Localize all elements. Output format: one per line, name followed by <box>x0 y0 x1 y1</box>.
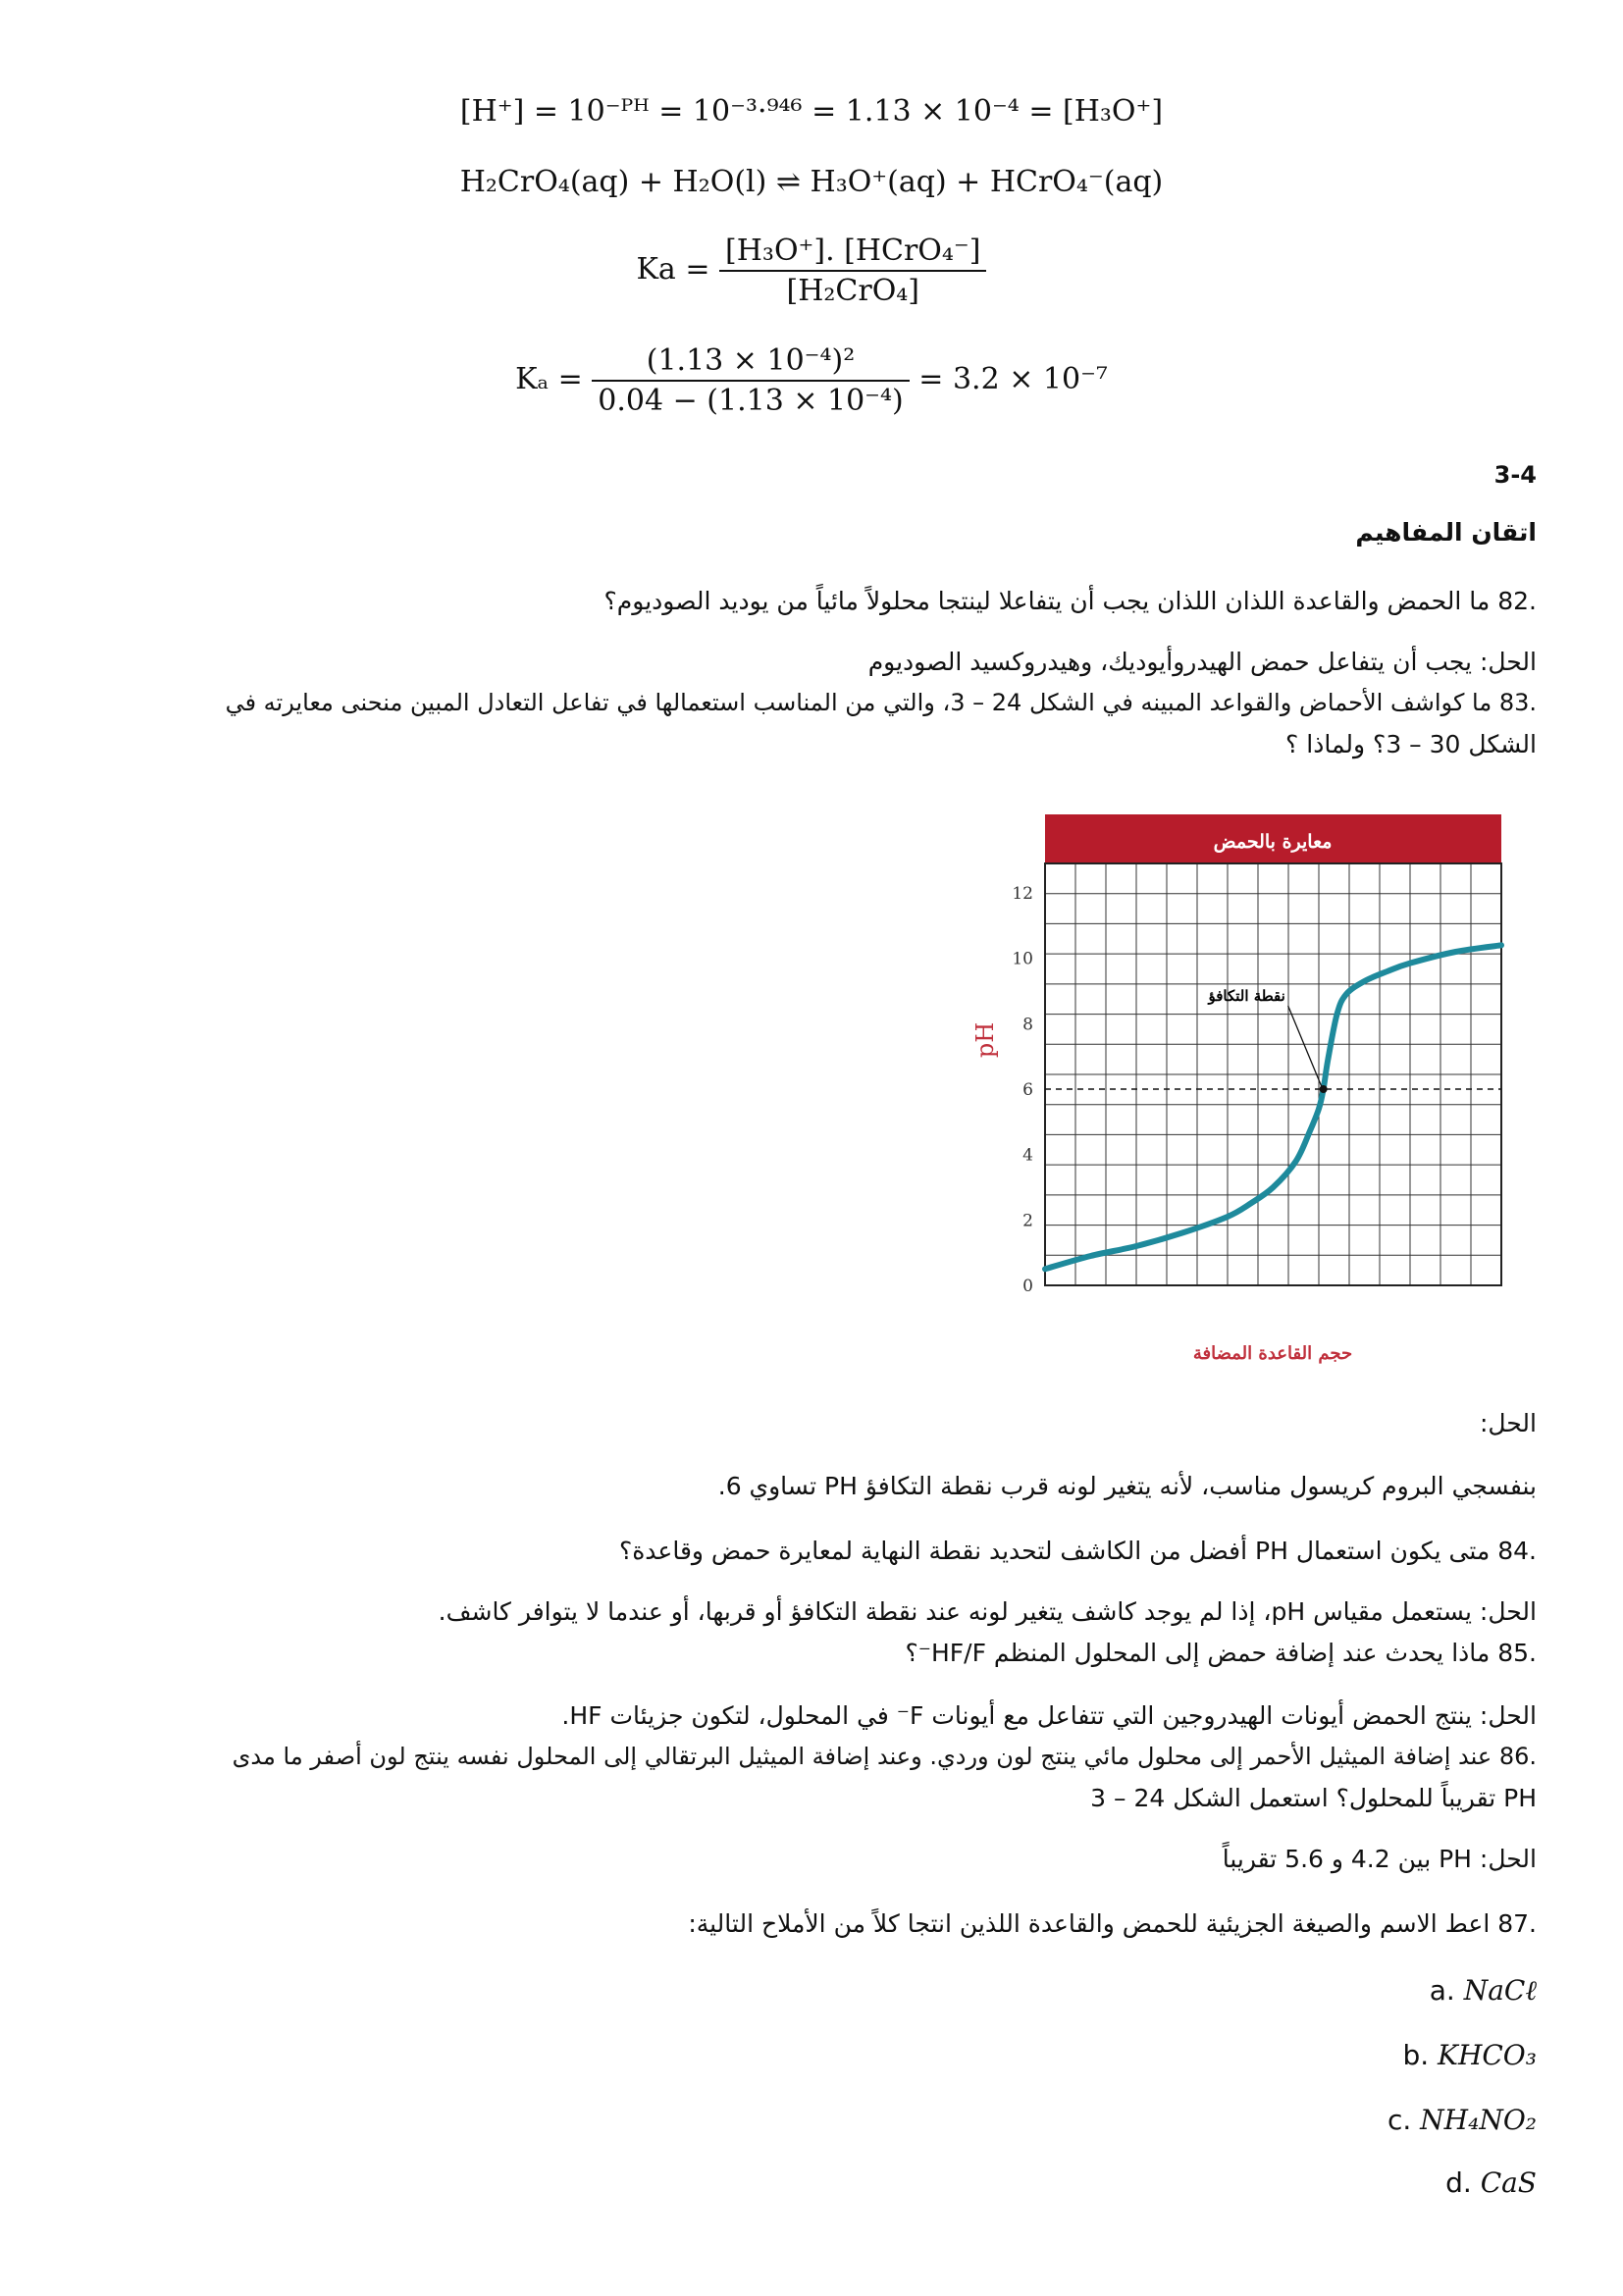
salt-formula: NaCℓ <box>1463 1974 1537 2007</box>
answer-85: الحل: ينتج الحمض أيونات الهيدروجين التي تتفاعل مع أيونات F⁻ في المحلول، لتكون جزيئات HF. <box>561 1701 1537 1730</box>
chart-title: معايرة بالحمض <box>1213 831 1333 853</box>
answer-86: الحل: PH بين 4.2 و 5.6 تقريباً <box>1222 1845 1537 1873</box>
y-tick-label: 8 <box>1022 1015 1033 1035</box>
salt-letter: b. <box>1402 2039 1430 2071</box>
equation-hydronium: [H⁺] = 10⁻ᴾᴴ = 10⁻³·⁹⁴⁶ = 1.13 × 10⁻⁴ = [H₃O⁺] <box>459 94 1164 129</box>
ka-value-label: Kₐ = <box>515 362 583 396</box>
salt-item-a <box>1430 1974 1537 2008</box>
y-tick-label: 10 <box>1012 949 1033 969</box>
salt-item-d <box>1445 2166 1537 2199</box>
y-tick-label: 6 <box>1022 1080 1033 1100</box>
ka-value-denominator: 0.04 − (1.13 × 10⁻⁴) <box>598 384 904 418</box>
question-82: .82 ما الحمض والقاعدة اللذان اللذان يجب أن يتفاعلا لينتجا محلولاً مائياً من يوديد الصوديوم؟ <box>603 587 1537 615</box>
answer-83-label: الحل: <box>1479 1409 1537 1437</box>
answer-84: الحل: يستعمل مقياس pH، إذا لم يوجد كاشف يتغير لونه عند نقطة التكافؤ أو قربها، أو عندما لا يتوافر كاشف. <box>438 1597 1537 1626</box>
chart-y-ticks <box>1012 884 1033 1296</box>
salt-formula: NH₄NO₂ <box>1420 2104 1537 2136</box>
chart-y-axis-label: pH <box>971 1021 999 1059</box>
equivalence-point-marker <box>1320 1085 1328 1093</box>
question-86-line2: PH تقريباً للمحلول؟ استعمل الشكل 24 – 3 <box>1090 1784 1537 1812</box>
ka-fraction <box>719 234 986 308</box>
answer-83: بنفسجي البروم كريسول مناسب، لأنه يتغير لونه قرب نقطة التكافؤ PH تساوي 6. <box>717 1472 1537 1500</box>
salt-item-b <box>1402 2039 1537 2071</box>
y-tick-label: 12 <box>1012 884 1033 904</box>
y-tick-label: 0 <box>1022 1277 1033 1296</box>
question-86-line1: .86 عند إضافة الميثيل الأحمر إلى محلول مائي ينتج لون وردي. وعند إضافة الميثيل البرتقالي إلى المحلول نفسه ينتج لون أصفر ما مدى <box>232 1743 1537 1770</box>
salt-formula: KHCO₃ <box>1438 2039 1537 2071</box>
ka-numerator: [H₃O⁺]. [HCrO₄⁻] <box>719 234 986 272</box>
ka-value-result: = 3.2 × 10⁻⁷ <box>918 362 1108 396</box>
ka-value-fraction <box>592 343 909 418</box>
y-tick-label: 4 <box>1022 1145 1033 1166</box>
equation-ka-value <box>0 343 1623 418</box>
salt-item-c <box>1387 2104 1537 2136</box>
ka-label: Ka = <box>636 252 710 287</box>
ka-denominator: [H₂CrO₄] <box>786 274 920 308</box>
question-83-line2: الشكل 30 – 3؟ ولماذا ؟ <box>1285 730 1537 758</box>
equation-ka-expression <box>0 234 1623 308</box>
question-87: .87 اعط الاسم والصيغة الجزيئية للحمض والقاعدة اللذين انتجا كلاً من الأملاح التالية: <box>688 1909 1537 1938</box>
question-83-line1: .83 ما كواشف الأحماض والقواعد المبينه في الشكل 24 – 3، والتي من المناسب استعمالها في تفاعل التعادل المبين منحنى معايرته في <box>225 689 1537 716</box>
titration-chart <box>971 805 1531 1383</box>
chart-grid <box>1045 863 1501 1285</box>
salt-letter: a. <box>1429 1974 1455 2007</box>
question-85: .85 ماذا يحدث عند إضافة حمض إلى المحلول المنظم HF/F⁻؟ <box>905 1639 1537 1667</box>
salt-letter: c. <box>1387 2104 1412 2136</box>
chart-x-axis-label: حجم القاعدة المضافة <box>1192 1343 1353 1364</box>
question-84: .84 متى يكون استعمال PH أفضل من الكاشف لتحديد نقطة النهاية لمعايرة حمض وقاعدة؟ <box>618 1537 1537 1565</box>
section-number: 3-4 <box>1493 461 1537 489</box>
salt-letter: d. <box>1445 2166 1472 2199</box>
salt-formula: CaS <box>1480 2166 1537 2199</box>
equation-dissociation: H₂CrO₄(aq) + H₂O(l) ⇌ H₃O⁺(aq) + HCrO₄⁻(aq) <box>459 165 1164 199</box>
ka-value-numerator: (1.13 × 10⁻⁴)² <box>592 343 909 382</box>
section-title: اتقان المفاهيم <box>1355 518 1537 547</box>
equivalence-point-label: نقطة التكافؤ <box>1208 987 1285 1005</box>
answer-82: الحل: يجب أن يتفاعل حمض الهيدروأيوديك، وهيدروكسيد الصوديوم <box>867 648 1537 676</box>
y-tick-label: 2 <box>1022 1211 1033 1231</box>
